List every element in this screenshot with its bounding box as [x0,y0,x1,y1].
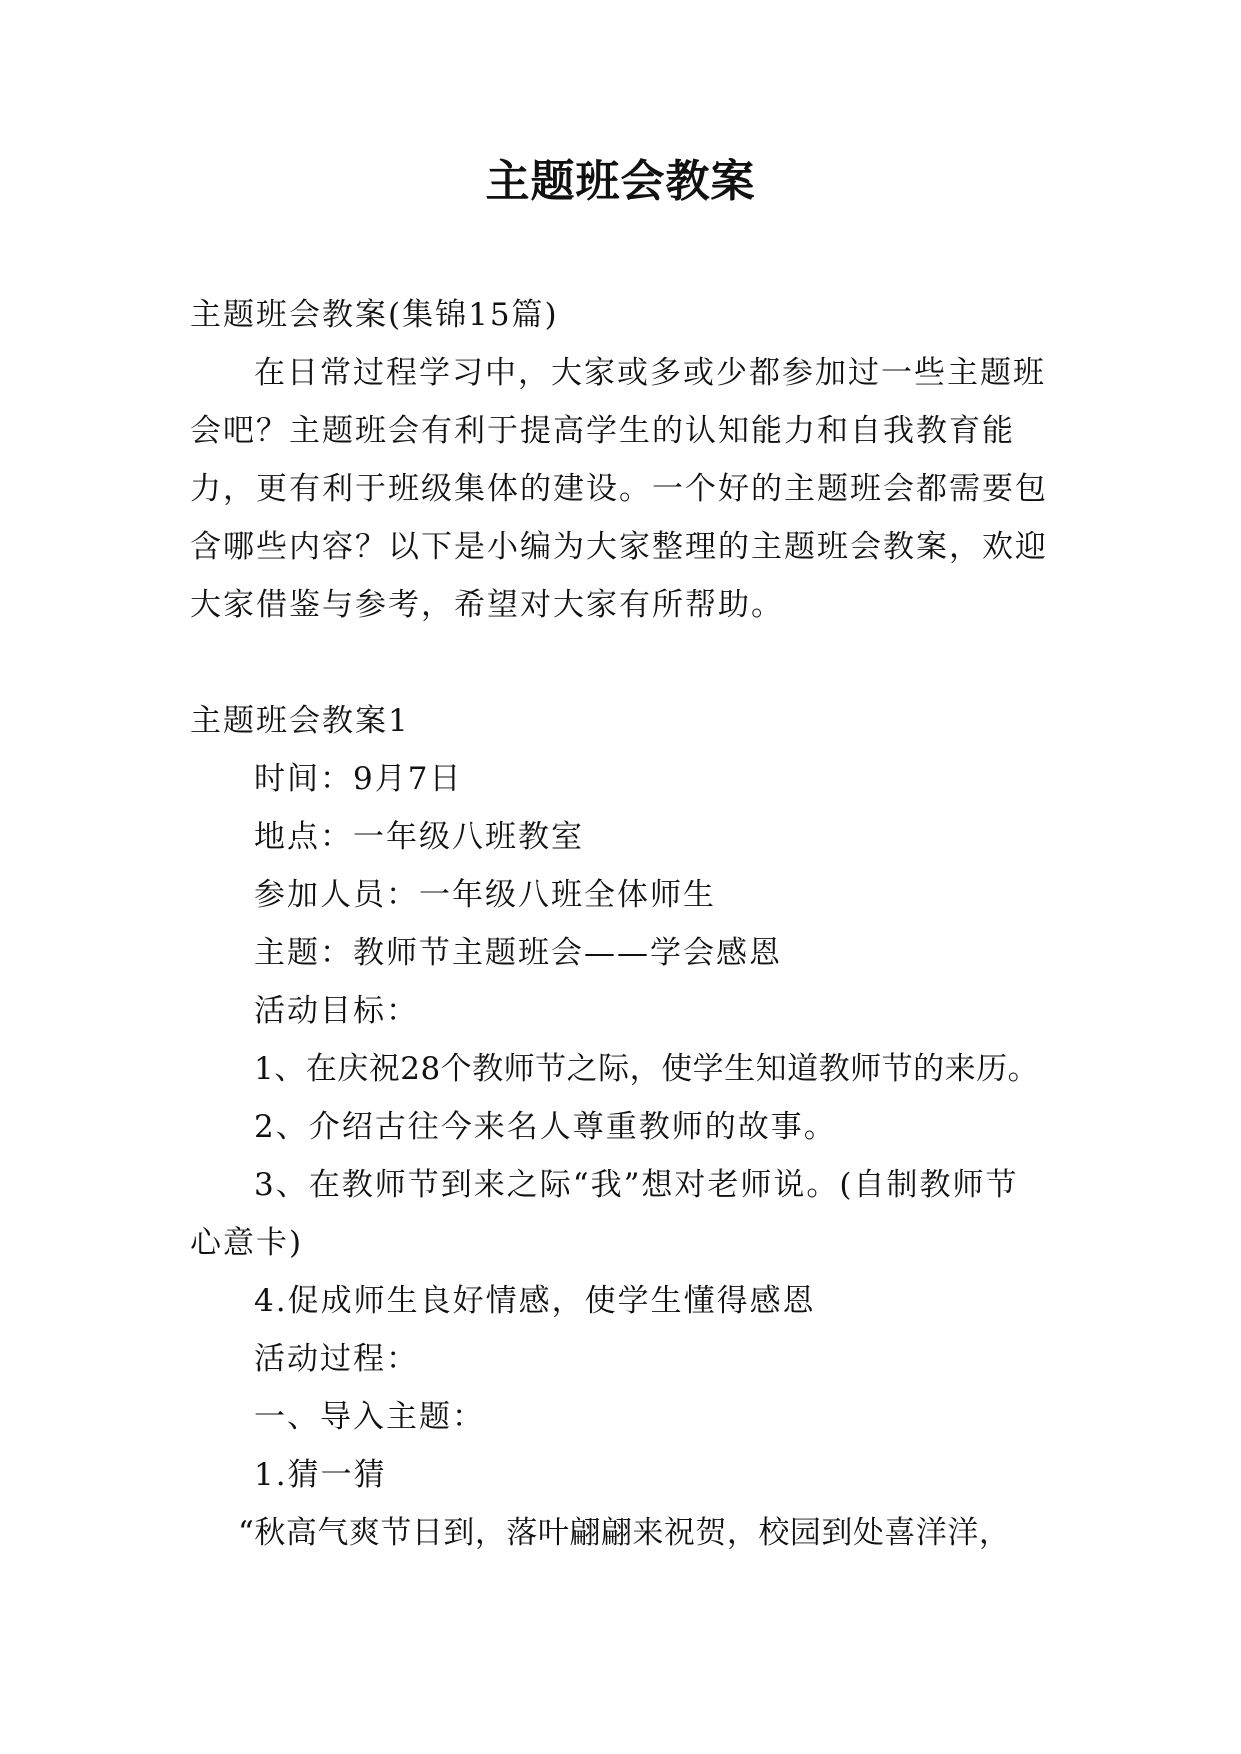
goals-heading: 活动目标： [254,993,419,1029]
paragraph-gap [190,634,1050,692]
intro-paragraph: 在日常过程学习中，大家或多或少都参加过一些主题班会吧？主题班会有利于提高学生的认知能力和自我教育能力，更有利于班级集体的建设。一个好的主题班会都需要包含哪些内容？以下是小编为大家整理的主题班会教案，欢迎大家借鉴与参考，希望对大家有所帮助。 [190,355,1048,623]
goal-item: 1、在庆祝28个教师节之际，使学生知道教师节的来历。 [254,1051,1040,1087]
riddle-line: “秋高气爽节日到，落叶翩翩来祝贺，校园到处喜洋洋， [238,1515,1011,1551]
section-heading: 主题班会教案1 [190,703,410,739]
participants-line: 参加人员：一年级八班全体师生 [254,877,716,913]
theme-line: 主题：教师节主题班会——学会感恩 [254,935,782,971]
time-line: 时间：9月7日 [254,761,463,797]
document-title: 主题班会教案 [485,156,756,207]
document-body [190,286,1050,1562]
goal-item: 2、介绍古往今来名人尊重教师的故事。 [254,1109,837,1145]
step-item: 1.猜一猜 [254,1457,387,1493]
goal-item: 3、在教师节到来之际“我”想对老师说。(自制教师节心意卡) [190,1167,1019,1261]
step-heading: 一、导入主题： [254,1399,485,1435]
goal-item: 4.促成师生良好情感，使学生懂得感恩 [254,1283,816,1319]
process-heading: 活动过程： [254,1341,419,1377]
place-line: 地点：一年级八班教室 [254,819,584,855]
document-subtitle: 主题班会教案(集锦15篇) [190,297,559,333]
